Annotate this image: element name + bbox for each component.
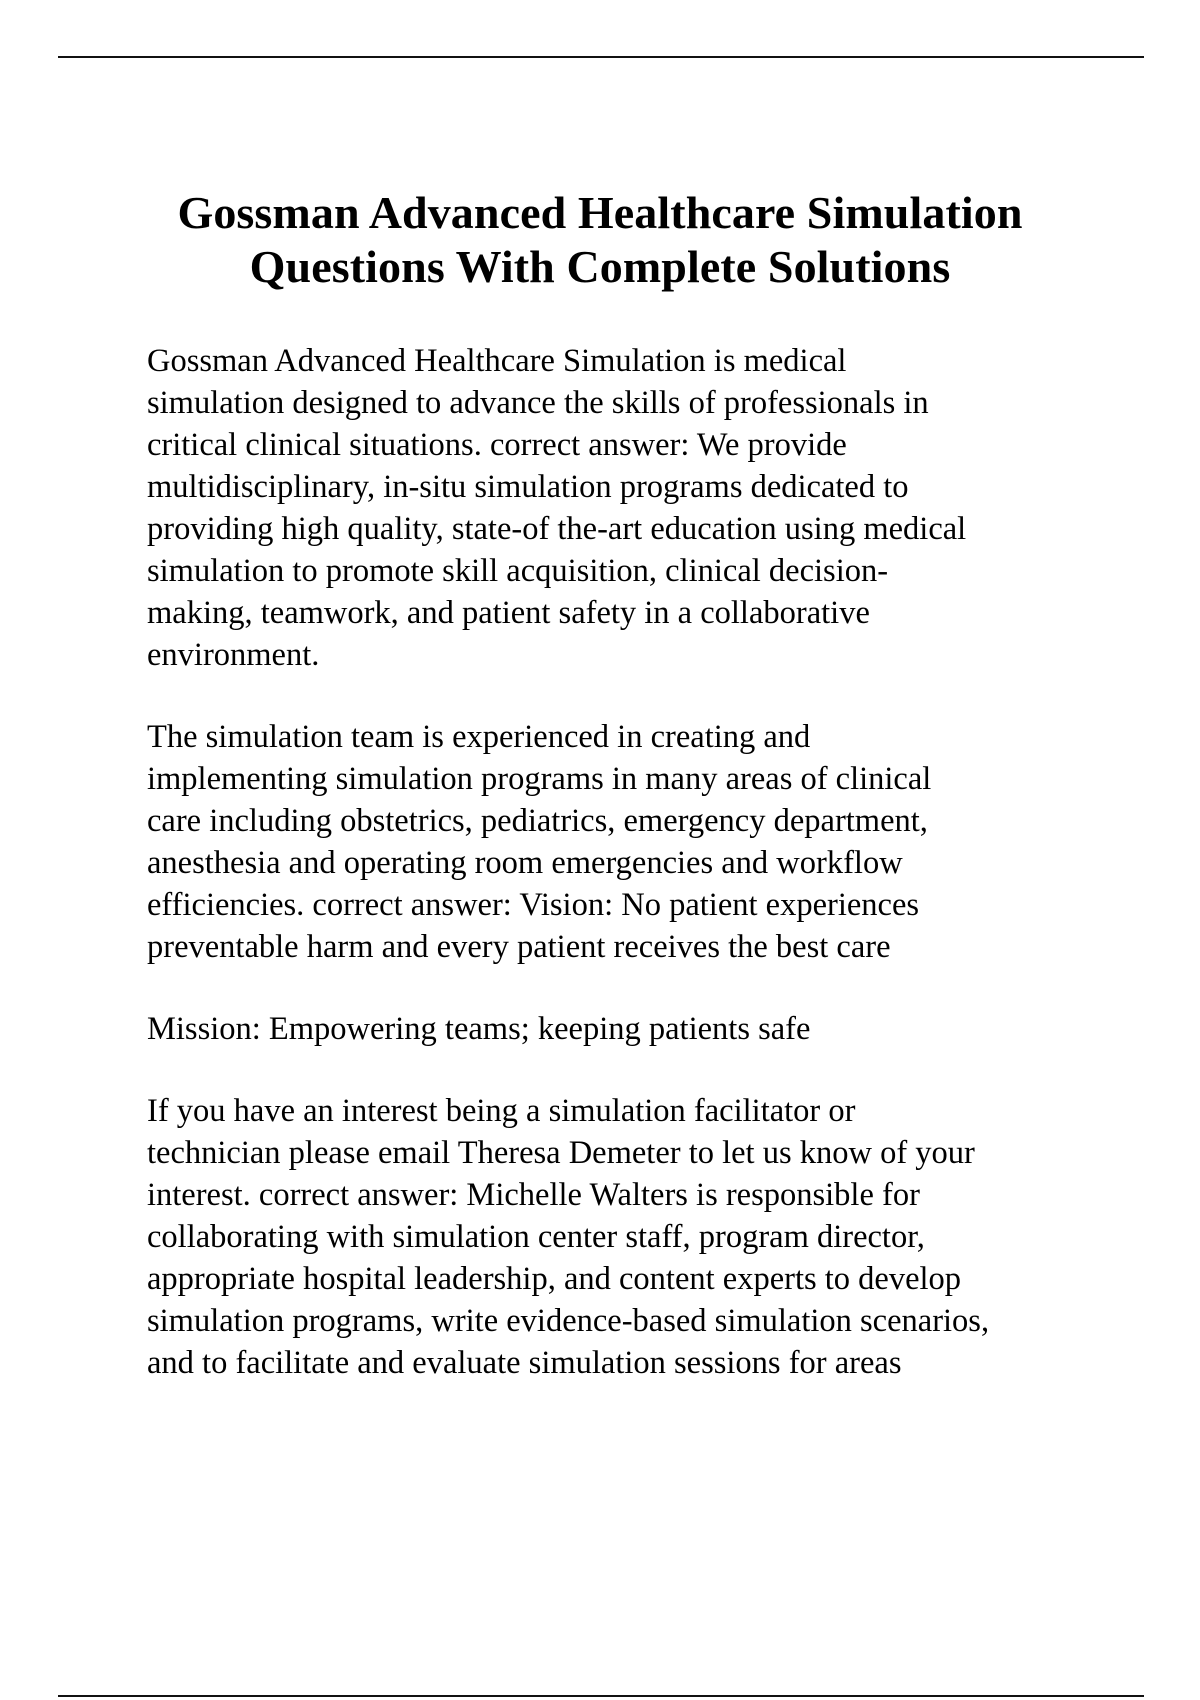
document-body	[147, 340, 1147, 1424]
text-line: environment.	[147, 637, 320, 673]
text-line: Mission: Empowering teams; keeping patients safe	[147, 1011, 811, 1047]
text-line: anesthesia and operating room emergencies and workflow	[147, 845, 903, 881]
text-line: interest. correct answer: Michelle Walters is responsible for	[147, 1177, 920, 1213]
paragraph-mission	[147, 1008, 1147, 1050]
text-line: preventable harm and every patient receives the best care	[147, 929, 891, 965]
top-divider	[58, 56, 1144, 58]
text-line: If you have an interest being a simulation facilitator or	[147, 1093, 856, 1129]
title-line: Questions With Complete Solutions	[249, 241, 951, 292]
title-line: Gossman Advanced Healthcare Simulation	[177, 187, 1023, 238]
text-line: providing high quality, state-of the-art education using medical	[147, 511, 967, 547]
text-line: making, teamwork, and patient safety in a collaborative	[147, 595, 870, 631]
text-line: Gossman Advanced Healthcare Simulation is medical	[147, 343, 847, 379]
paragraph-team	[147, 716, 1147, 968]
text-line: collaborating with simulation center staff, program director,	[147, 1219, 925, 1255]
text-line: appropriate hospital leadership, and content experts to develop	[147, 1261, 962, 1297]
page-title	[60, 186, 1140, 294]
text-line: technician please email Theresa Demeter to let us know of your	[147, 1135, 975, 1171]
text-line: critical clinical situations. correct answer: We provide	[147, 427, 847, 463]
text-line: care including obstetrics, pediatrics, emergency department,	[147, 803, 928, 839]
text-line: efficiencies. correct answer: Vision: No patient experiences	[147, 887, 920, 923]
text-line: implementing simulation programs in many areas of clinical	[147, 761, 932, 797]
text-line: and to facilitate and evaluate simulation sessions for areas	[147, 1345, 902, 1381]
text-line: simulation programs, write evidence-based simulation scenarios,	[147, 1303, 990, 1339]
paragraph-intro	[147, 340, 1147, 676]
paragraph-facilitator	[147, 1090, 1147, 1384]
text-line: simulation designed to advance the skills of professionals in	[147, 385, 929, 421]
bottom-divider	[58, 1695, 1144, 1697]
text-line: simulation to promote skill acquisition, clinical decision-	[147, 553, 889, 589]
text-line: The simulation team is experienced in creating and	[147, 719, 811, 755]
text-line: multidisciplinary, in-situ simulation programs dedicated to	[147, 469, 909, 505]
